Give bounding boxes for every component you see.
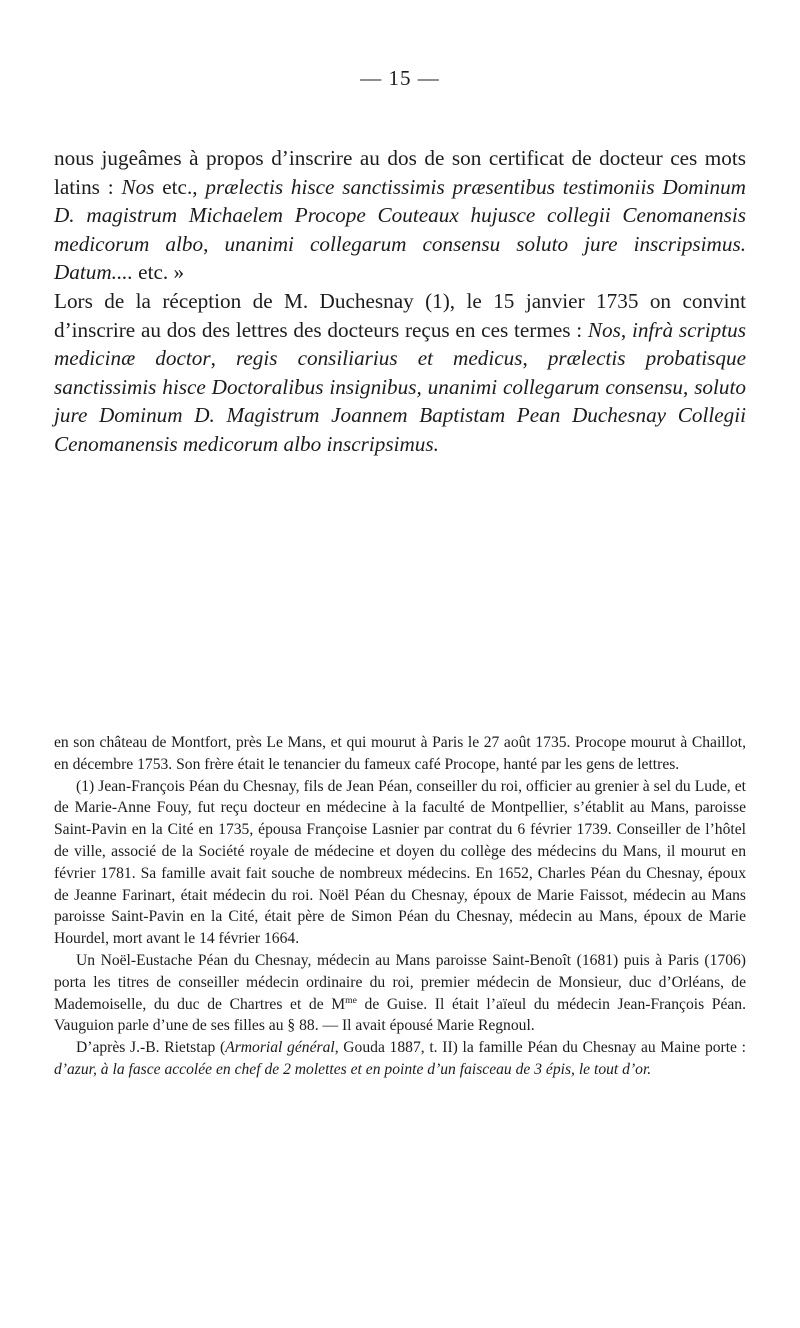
text-run: etc., <box>154 174 206 199</box>
paragraph-latin-inscription <box>54 144 746 287</box>
text-run: nous jugeâmes à propos d’inscrire au dos de son certificat de docteur ces mots latins : <box>54 146 746 199</box>
footnotes <box>54 732 746 1081</box>
main-text <box>54 144 746 459</box>
latin-italic: soluto jure Dominum D. Magistrum Joannem Baptistam Pean Duchesnay Collegii Cenomanensis medicorum albo inscripsimus. <box>54 374 746 456</box>
footnote-1: (1) Jean-François Péan du Chesnay, fils de Jean Péan, conseiller du roi, officier au grenier à sel du Lude, et de Marie-Anne Fouy, fut reçu docteur en médecine à la faculté de Montpellier, s’établit au Mans, paroisse Saint-Pavin en la Cité en 1735, épousa Françoise Lasnier par contrat du 6 février 1739. Conseiller de l’hôtel de ville, associé de la Société royale de médecine et doyen du collège des médecins du Mans, il mourut en février 1781. Sa famille avait fait souche de nombreux médecins. En 1652, Charles Péan du Chesnay, époux de Jeanne Farinart, était médecin du roi. Noël Péan du Chesnay, époux de Marie Faissot, médecin au Mans paroisse Saint-Pavin en la Cité, était père de Simon Péan du Chesnay, médecin au Mans, époux de Marie Hourdel, mort avant le 14 février 1664. <box>54 777 746 948</box>
text-run: Lors de la réception de M. Duchesnay (1), le 15 janvier 1735 on convint d’inscrire au dos des lettres des docteurs reçus en ces termes : <box>54 288 746 342</box>
latin-italic: regis consiliarius et medicus <box>235 346 523 371</box>
page-number: — 15 — <box>360 66 440 90</box>
footnote-continuation: en son château de Montfort, près Le Mans, et qui mourut à Paris le 27 août 1735. Procope mourut à Chaillot, en décembre 1753. Son frère était le tenancier du fameux café Procope, hanté par les gens de lettres. <box>54 734 746 773</box>
italic-title: Armorial général <box>225 1039 335 1057</box>
latin-italic: Nos <box>121 174 155 199</box>
latin-italic: Nos <box>587 317 621 342</box>
text-run: , <box>683 374 695 399</box>
text-run: , Gouda 1887, t. II) la famille Péan du Chesnay au Maine porte : <box>334 1039 747 1057</box>
text-run: , <box>210 346 236 371</box>
text-run: , <box>522 346 548 371</box>
text-run: , <box>620 317 632 342</box>
text-run: D’après J.-B. Rietstap ( <box>76 1039 226 1057</box>
superscript: me <box>345 994 357 1006</box>
latin-italic: unanimi collegarum consensu soluto jure inscripsimus. Datum.... <box>54 231 746 285</box>
text-run: , <box>203 231 225 256</box>
footnote-armorial <box>54 1037 746 1081</box>
latin-italic: prælectis hisce sanctissimis præsentibus testimoniis Dominum D. magistrum Michaelem Procope Couteaux hujusce collegii Cenomanensis medicorum albo <box>54 174 746 256</box>
text-run: de Guise. Il était l’aïeul du médecin Jean-François Péan. Vauguion parle d’une de ses filles au § 88. — Il avait épousé Marie Regnoul. <box>54 995 746 1035</box>
italic-blazon: d’azur, à la fasce accolée en chef de 2 molettes et en pointe d’un faisceau de 3 épis, le tout d’or. <box>54 1060 652 1078</box>
paragraph-duchesnay-reception <box>54 287 746 459</box>
text-run: Un Noël-Eustache Péan du Chesnay, médecin au Mans paroisse Saint-Benoît (1681) puis à Paris (1706) porta les titres de conseiller médecin ordinaire du roi, premier médecin de Monsieur, duc d’Orléans, de Mademoiselle, du duc de Chartres et de M <box>54 951 746 1013</box>
footnote-noel-eustache <box>54 950 746 1037</box>
text-run: etc. » <box>132 260 185 285</box>
latin-italic: prælectis probatisque sanctissimis hisce Doctoralibus insignibus, unanimi collegarum consensu <box>54 346 747 399</box>
latin-italic: infrà scriptus medicinæ doctor <box>54 317 747 371</box>
